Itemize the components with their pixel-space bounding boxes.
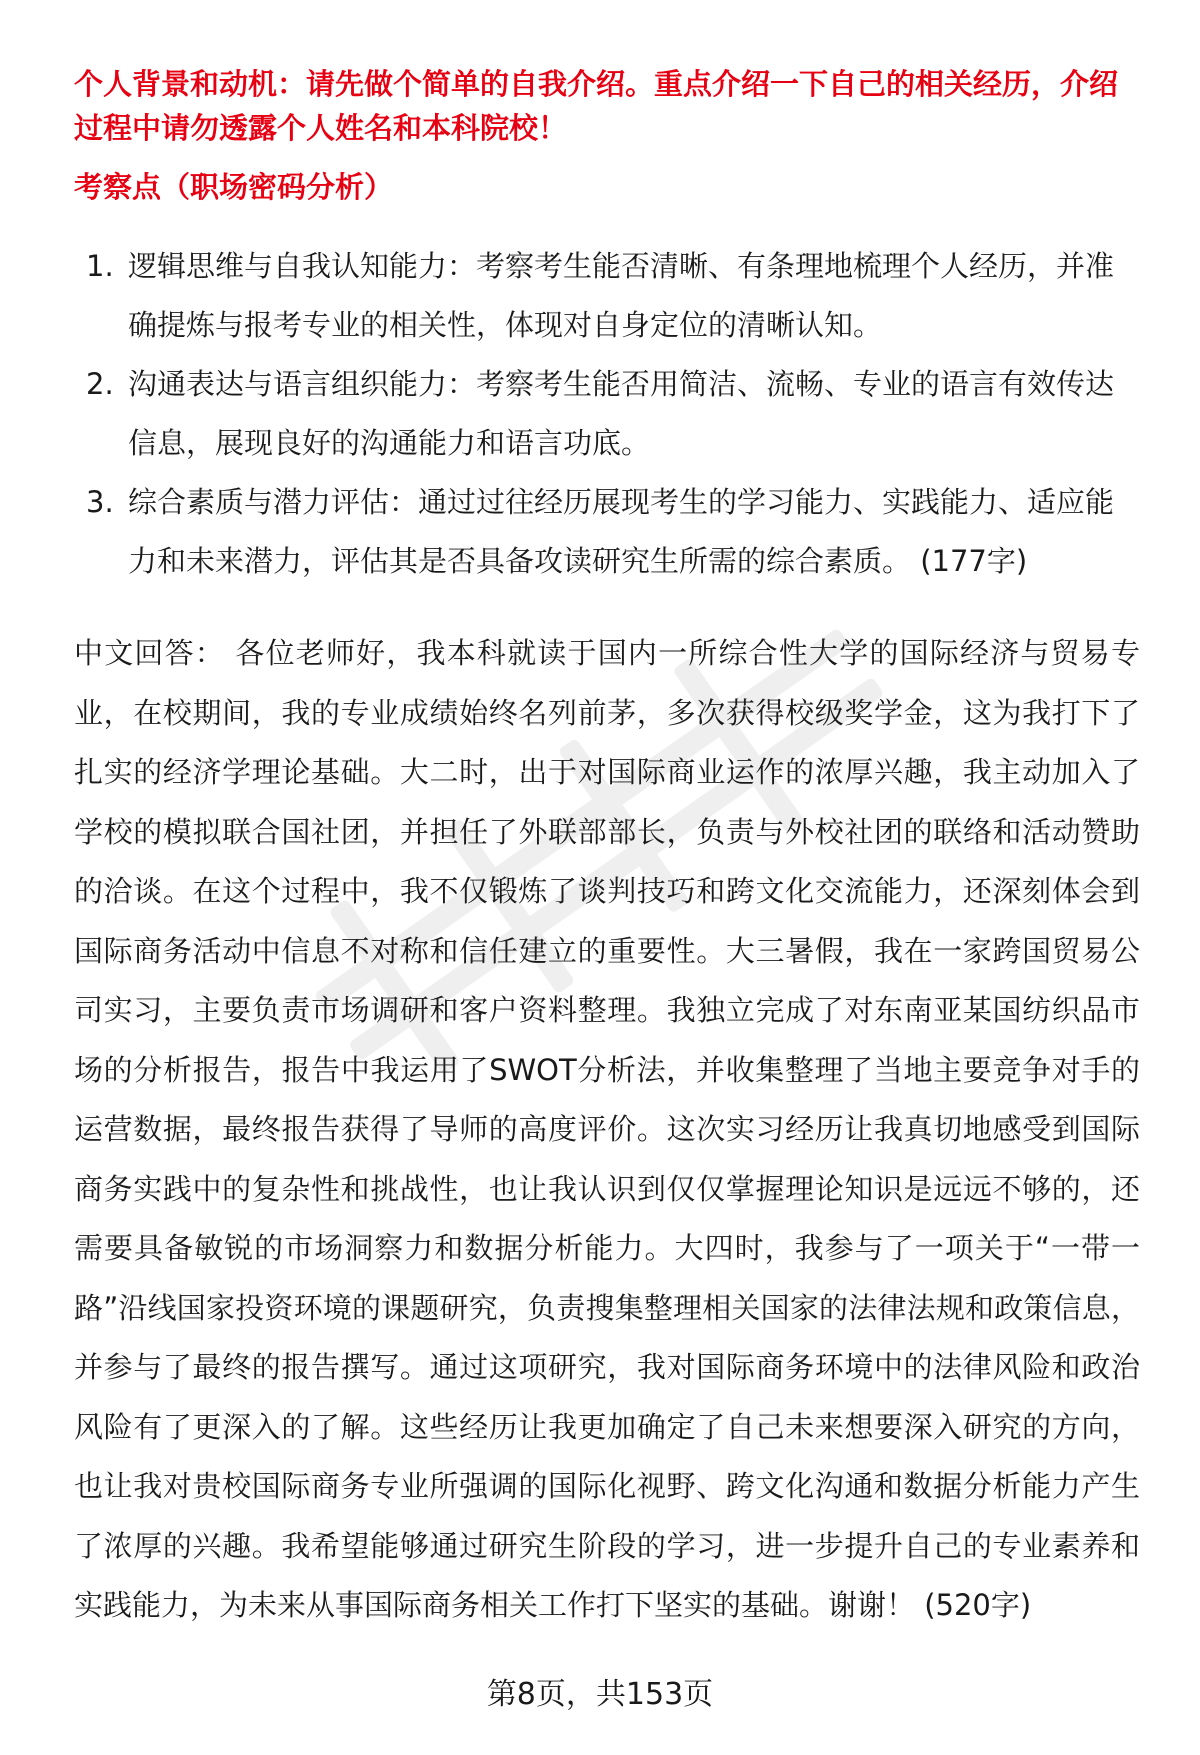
list-item-number: 1. xyxy=(86,249,114,283)
page-number-footer: 第8页，共153页 xyxy=(486,1677,714,1712)
answer-paragraph: 中文回答： 各位老师好，我本科就读于国内一所综合性大学的国际经济与贸易专业，在校期间，我的专业成绩始终名列前茅，多次获得校级奖学金，这为我打下了扎实的经济学理论基础。大二时，出于对国际商业运作的浓厚兴趣，我主动加入了学校的模拟联合国社团，并担任了外联部部长，负责与外校社团的联络和活动赞助的洽谈。在这个过程中，我不仅锻炼了谈判技巧和跨文化交流能力，还深刻体会到国际商务活动中信息不对称和信任建立的重要性。大三暑假，我在一家跨国贸易公司实习，主要负责市场调研和客户资料整理。我独立完成了对东南亚某国纺织品市场的分析报告，报告中我运用了SWOT分析法，并收集整理了当地主要竞争对手的运营数据，最终报告获得了导师的高度评价。这次实习经历让我真切地感受到国际商务实践中的复杂性和挑战性，也让我认识到仅仅掌握理论知识是远远不够的，还需要具备敏锐的市场洞察力和数据分析能力。大四时，我参与了一项关于“一带一路”沿线国家投资环境的课题研究，负责搜集整理相关国家的法律法规和政策信息，并参与了最终的报告撰写。通过这项研究，我对国际商务环境中的法律风险和政治风险有了更深入的了解。这些经历让我更加确定了自己未来想要深入研究的方向，也让我对贵校国际商务专业所强调的国际化视野、跨文化沟通和数据分析能力产生了浓厚的兴趣。我希望能够通过研究生阶段的学习，进一步提升自己的专业素养和实践能力，为未来从事国际商务相关工作打下坚实的基础。谢谢！ (520字) xyxy=(74,636,1140,1622)
list-item-text: 综合素质与潜力评估：通过过往经历展现考生的学习能力、实践能力、适应能力和未来潜力，评估其是否具备攻读研究生所需的综合素质。 (177字) xyxy=(128,485,1115,578)
list-item xyxy=(74,355,1140,473)
list-item-number: 3. xyxy=(86,485,114,519)
assessment-points-list xyxy=(74,237,1140,591)
question-heading: 个人背景和动机：请先做个简单的自我介绍。重点介绍一下自己的相关经历，介绍过程中请勿透露个人姓名和本科院校！ xyxy=(74,67,1119,145)
list-item xyxy=(74,473,1140,591)
section-title: 考察点（职场密码分析） xyxy=(74,170,394,204)
list-item-text: 沟通表达与语言组织能力：考察考生能否用简洁、流畅、专业的语言有效传达信息，展现良好的沟通能力和语言功底。 xyxy=(128,367,1115,460)
document-page xyxy=(74,62,1140,1636)
list-item-number: 2. xyxy=(86,367,114,401)
list-item xyxy=(74,237,1140,355)
list-item-text: 逻辑思维与自我认知能力：考察考生能否清晰、有条理地梳理个人经历，并准确提炼与报考专业的相关性，体现对自身定位的清晰认知。 xyxy=(128,249,1115,342)
